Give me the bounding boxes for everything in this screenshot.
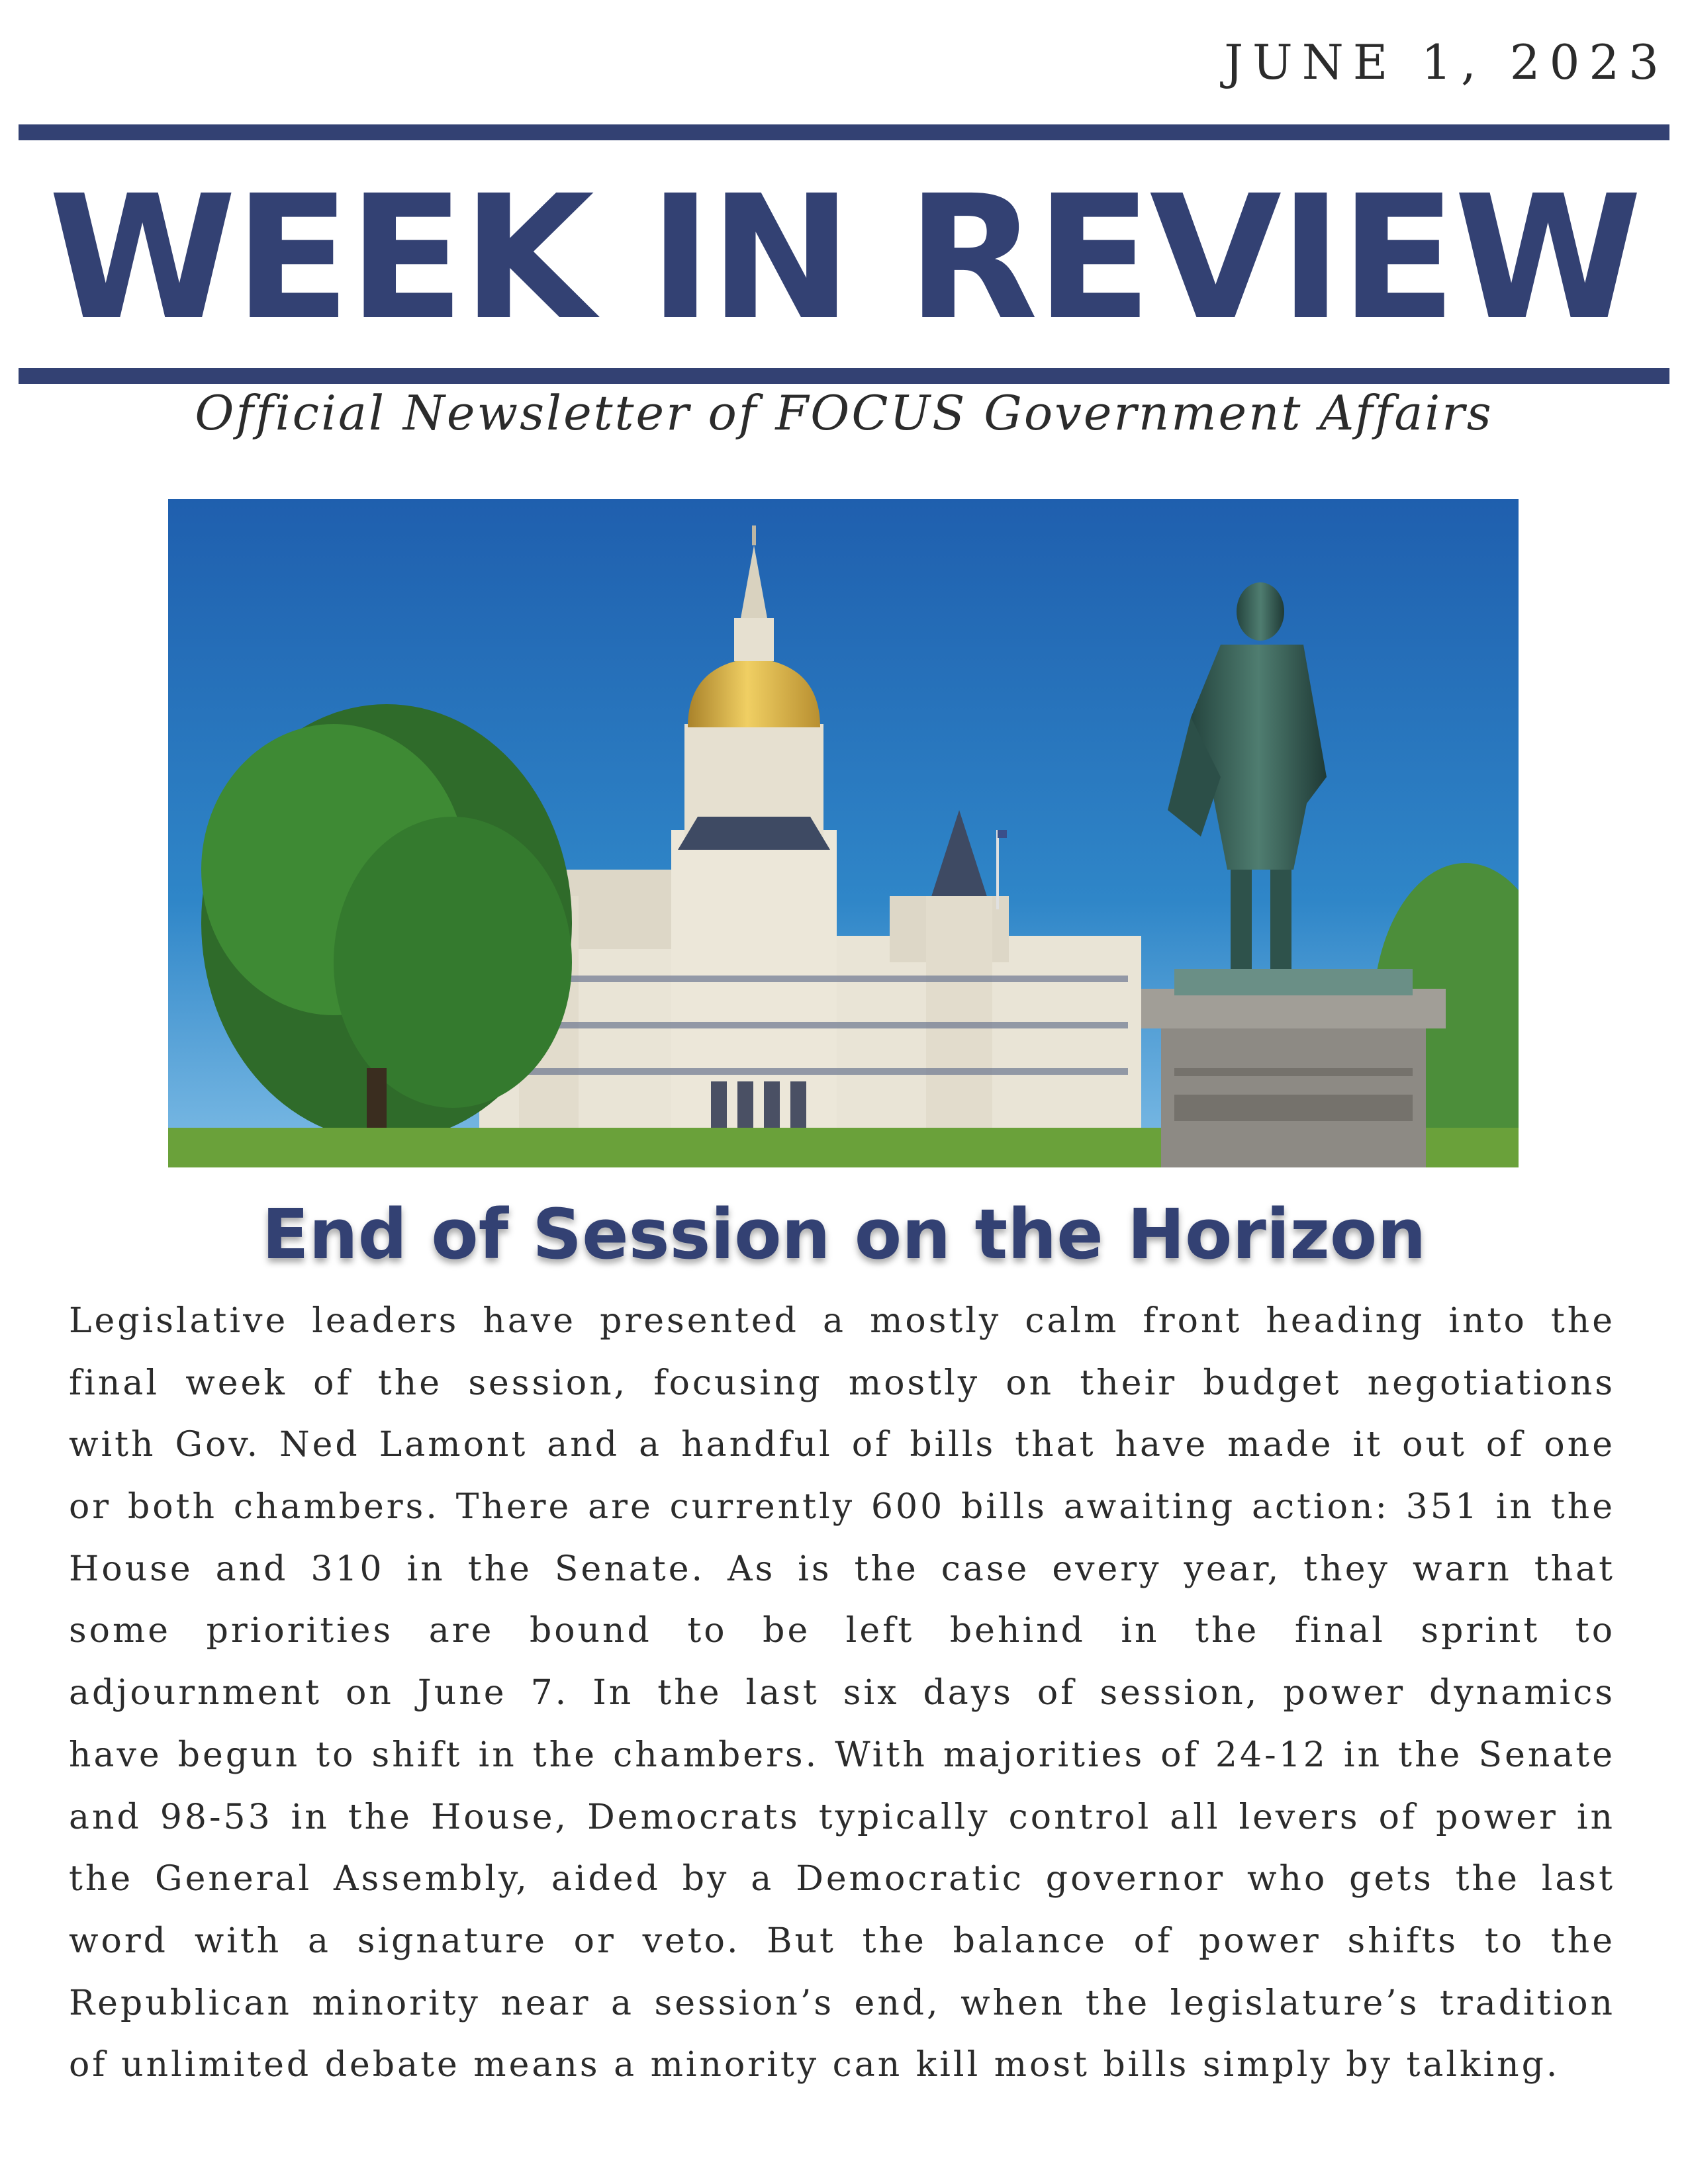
article-line: adjournment on June 7. In the last six days of session, power dynamics: [69, 1673, 1615, 1713]
article-line: word with a signature or veto. But the balance of power shifts to the: [69, 1921, 1615, 1961]
article-line: House and 310 in the Senate. As is the case every year, they warn that: [69, 1549, 1615, 1589]
article-line: or both chambers. There are currently 600 bills awaiting action: 351 in the: [69, 1487, 1615, 1527]
capitol-photo: [168, 499, 1519, 1167]
newsletter-subtitle: Official Newsletter of FOCUS Government Affairs: [195, 385, 1493, 441]
article-line: Republican minority near a session’s end, when the legislature’s tradition: [69, 1983, 1615, 2023]
article-line: the General Assembly, aided by a Democratic governor who gets the last: [69, 1859, 1615, 1899]
article-body: [69, 1291, 1615, 2097]
masthead-title: WEEK IN REVIEW: [48, 159, 1640, 357]
issue-date: JUNE 1, 2023: [1224, 34, 1668, 90]
masthead-bottom-rule: [19, 368, 1669, 384]
masthead-top-rule: [19, 124, 1669, 140]
article-line: and 98-53 in the House, Democrats typically control all levers of power in: [69, 1797, 1615, 1837]
article-line: have begun to shift in the chambers. With majorities of 24-12 in the Senate: [69, 1735, 1615, 1775]
article-line: Legislative leaders have presented a mostly calm front heading into the: [69, 1301, 1615, 1341]
article-line: some priorities are bound to be left behind in the final sprint to: [69, 1611, 1615, 1651]
article-line: final week of the session, focusing mostly on their budget negotiations: [69, 1363, 1615, 1403]
article-line: of unlimited debate means a minority can kill most bills simply by talking.: [69, 2045, 1560, 2085]
article-line: with Gov. Ned Lamont and a handful of bills that have made it out of one: [69, 1425, 1615, 1465]
article-headline: End of Session on the Horizon: [261, 1194, 1427, 1275]
